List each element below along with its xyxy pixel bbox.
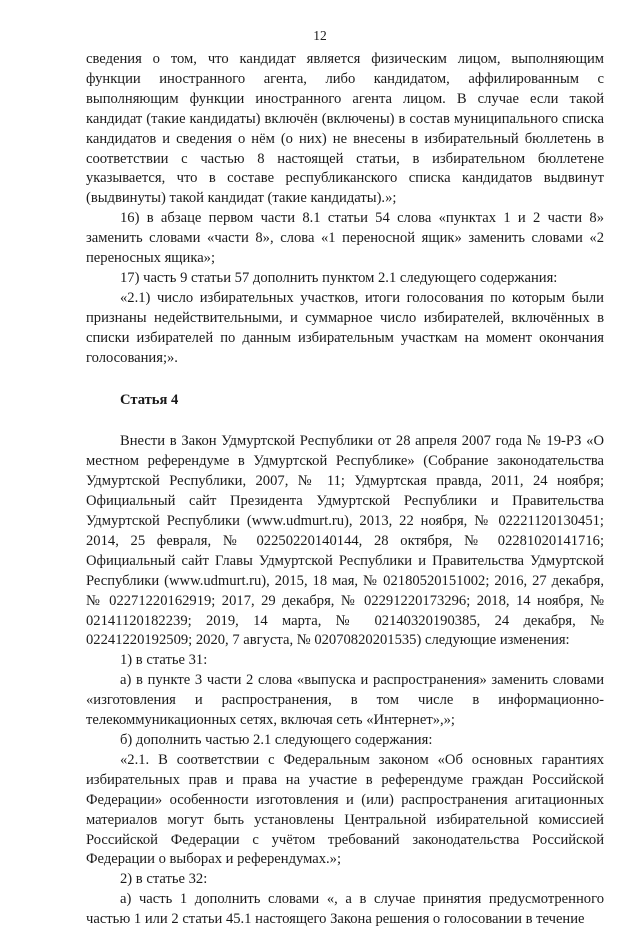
paragraph-item-1: 1) в статье 31: (120, 652, 208, 669)
paragraph-item-16: 16) в абзаце первом части 8.1 статьи 54 слова «пунктах 1 и 2 части 8» заменить словами «части 8», слова «1 переносной ящик» заменить словами «2 переносных ящика»; (86, 210, 604, 267)
paragraph-item-1a: а) в пункте 3 части 2 слова «выпуска и распространения» заменить словами «изготовления и распространения, в том числе в информационно-телекоммуникационных сетях, включая сеть «Интернет»,»; (86, 672, 604, 729)
paragraph-item-2: 2) в статье 32: (120, 871, 208, 888)
paragraph-article-intro: Внести в Закон Удмуртской Республики от 28 апреля 2007 года № 19-РЗ «О местном референдуме в Удмуртской Республике» (Собрание законодательства Удмуртской Республики, 2007, № 11; Удмуртская правда, 2011, 24 ноября; Официальный сайт Президента Удмуртской Республики и Правительства Удмуртской Республики (www.udmurt.ru), 2013, 22 ноября, № 02221120130451; 2014, 25 февраля, № 02250220140144, 28 октября, № 02281020141716; Официальный сайт Главы Удмуртской Республики и Правительства Удмуртской Республики (www.udmurt.ru), 2015, 18 мая, № 02180520151002; 2016, 27 декабря, № 02271220162919; 2017, 29 декабря, № 02291220173296; 2018, 14 ноября, № 02141120182239; 2019, 14 марта, № 02140320190385, 24 декабря, № 02241220192509; 2020, 7 августа, № 02070820201535) следующие изменения: (86, 433, 604, 649)
article-heading: Статья 4 (120, 391, 179, 408)
paragraph-item-1b: б) дополнить частью 2.1 следующего содержания: (120, 732, 433, 748)
paragraph-quote-2-1: «2.1) число избирательных участков, итоги голосования по которым были признаны недействительными, и суммарное число избирателей, включённых в списки избирателей по данным избирательным участкам на момент окончания голосования;». (86, 289, 604, 366)
paragraph-quote-part-2-1: «2.1. В соответствии с Федеральным законом «Об основных гарантиях избирательных прав и права на участие в референдуме граждан Российской Федерации» особенности изготовления и (или) распространения агитационных материалов могут быть установлены Центральной избирательной комиссией Российской Федерации с учётом требований законодательства Российской Федерации о выборах и референдумах.»; (86, 751, 604, 868)
paragraph-item-17: 17) часть 9 статьи 57 дополнить пунктом 2.1 следующего содержания: (120, 269, 558, 286)
paragraph-item-2a: а) часть 1 дополнить словами «, а в случае принятия предусмотренного частью 1 или 2 статьи 45.1 настоящего Закона решения о голосовании в течение (86, 891, 604, 928)
page-number: 12 (313, 28, 327, 43)
paragraph-continuation: сведения о том, что кандидат является физическим лицом, выполняющим функции иностранного агента, либо кандидатом, аффилированным с выполняющим функции иностранного агента лицом. В случае если такой кандидат (такие кандидаты) включён (включены) в состав муниципального списка кандидатов и сведения о нём (о них) не внесены в избирательный бюллетень в соответствии с частью 8 настоящей статьи, в избирательном бюллетене указывается, что в составе республиканского списка кандидатов выдвинут (выдвинуты) такой кандидат (такие кандидаты).»; (86, 51, 604, 207)
document-body (86, 50, 604, 930)
